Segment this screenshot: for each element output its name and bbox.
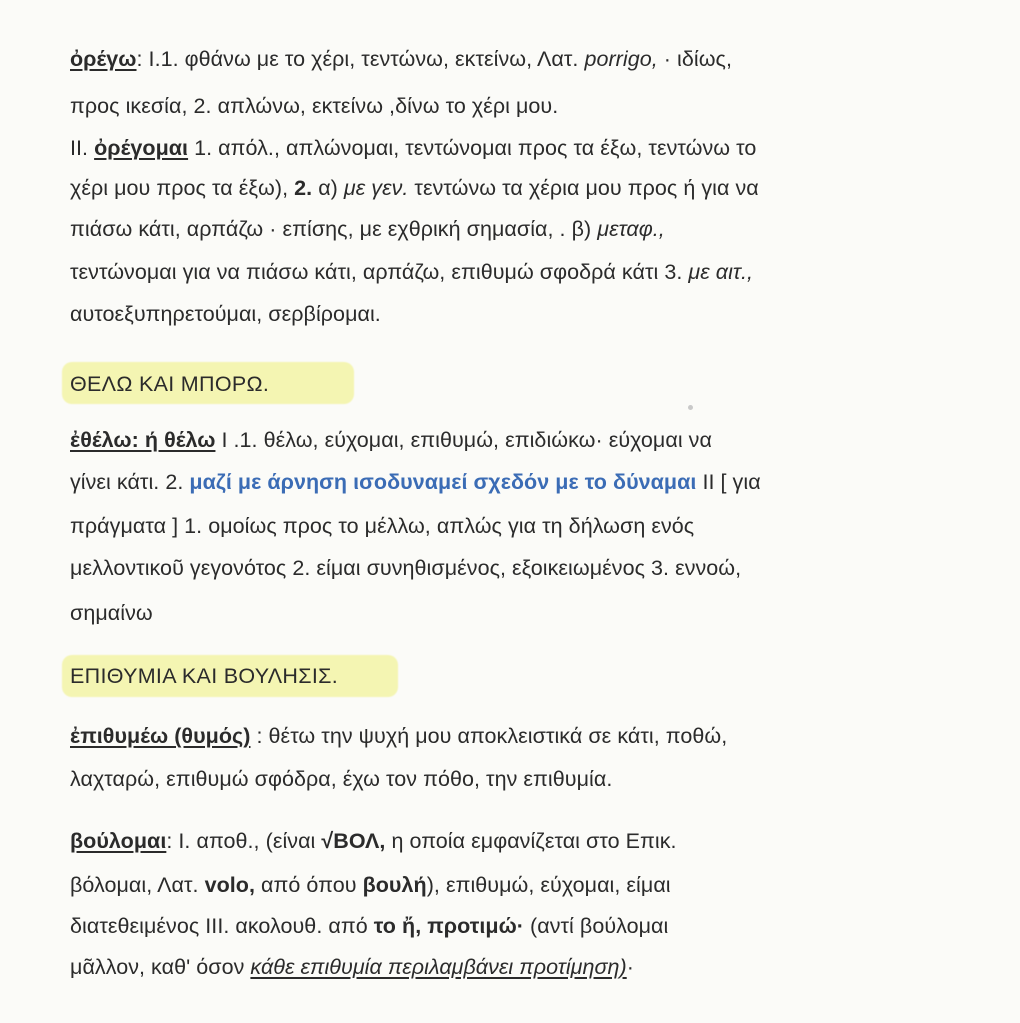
oregomai-line-7: αυτοεξυπηρετούμαι, σερβίρομαι. (70, 302, 381, 326)
boulomai-line-2: βόλομαι, Λατ. volo, από όπου βουλή), επιθυμώ, εύχομαι, είμαι (70, 873, 671, 897)
headword-epithymeo: ἐπιθυμέω (θυμός) (70, 724, 251, 748)
epithymeo-line-1: ἐπιθυμέω (θυμός) : θέτω την ψυχή μου αποκλειστικά σε κάτι, ποθώ, (70, 724, 728, 748)
boulomai-line-1: βούλομαι: I. αποθ., (είναι √ΒΟΛ, η οποία εμφανίζεται στο Επικ. (70, 829, 677, 853)
boulomai-line-3: διατεθειμένος III. ακολουθ. από το ἤ, προτιμώ· (αντί βούλομαι (70, 914, 669, 938)
ethelo-line-5: σημαίνω (70, 601, 153, 625)
ethelo-line-1: ἐθέλω: ή θέλω I .1. θέλω, εύχομαι, επιθυμώ, επιδιώκω· εύχομαι να (70, 428, 712, 452)
oregomai-line-3: II. ὀρέγομαι 1. απόλ., απλώνομαι, τεντώνομαι προς τα έξω, τεντώνω το (70, 136, 757, 160)
ethelo-line-3: πράγματα ] 1. ομοίως προς το μέλλω, απλώς για τη δήλωση ενός (70, 514, 695, 538)
headword-ethelo: ἐθέλω: ή θέλω (70, 428, 216, 452)
boulomai-line-4: μᾶλλον, καθ' όσον κάθε επιθυμία περιλαμβάνει προτίμηση)· (70, 955, 634, 979)
scan-speck (688, 405, 693, 410)
headword-oregomai: ὀρέγομαι (94, 136, 189, 160)
oregomai-line-5: πιάσω κάτι, αρπάζω · επίσης, με εχθρική σημασία, . β) μεταφ., (70, 217, 665, 241)
section-heading-thelo: ΘΕΛΩ ΚΑΙ ΜΠΟΡΩ. (70, 372, 270, 396)
epithymeo-line-2: λαχταρώ, επιθυμώ σφόδρα, έχω τον πόθο, την επιθυμία. (70, 767, 613, 791)
headword-boulomai: βούλομαι (70, 829, 167, 853)
oregomai-line-6: τεντώνομαι για να πιάσω κάτι, αρπάζω, επιθυμώ σφοδρά κάτι 3. με αιτ., (70, 260, 754, 284)
section-heading-epithymia: ΕΠΙΘΥΜΙΑ ΚΑΙ ΒΟΥΛΗΣΙΣ. (70, 664, 338, 688)
ethelo-line-4: μελλοντικοῦ γεγονότος 2. είμαι συνηθισμένος, εξοικειωμένος 3. εννοώ, (70, 556, 742, 580)
oregomai-line-1: ὀρέγω: I.1. φθάνω με το χέρι, τεντώνω, εκτείνω, Λατ. porrigo, · ιδίως, (70, 47, 732, 71)
oregomai-line-2: προς ικεσία, 2. απλώνω, εκτείνω ,δίνω το χέρι μου. (70, 94, 559, 118)
headword-orego: ὀρέγω (70, 47, 137, 71)
ethelo-line-2: γίνει κάτι. 2. μαζί με άρνηση ισοδυναμεί σχεδόν με το δύναμαι II [ για (70, 470, 761, 494)
oregomai-line-4: χέρι μου προς τα έξω), 2. α) με γεν. τεντώνω τα χέρια μου προς ή για να (70, 176, 759, 200)
blue-emphasis-text: μαζί με άρνηση ισοδυναμεί σχεδόν με το δύναμαι (189, 470, 697, 494)
